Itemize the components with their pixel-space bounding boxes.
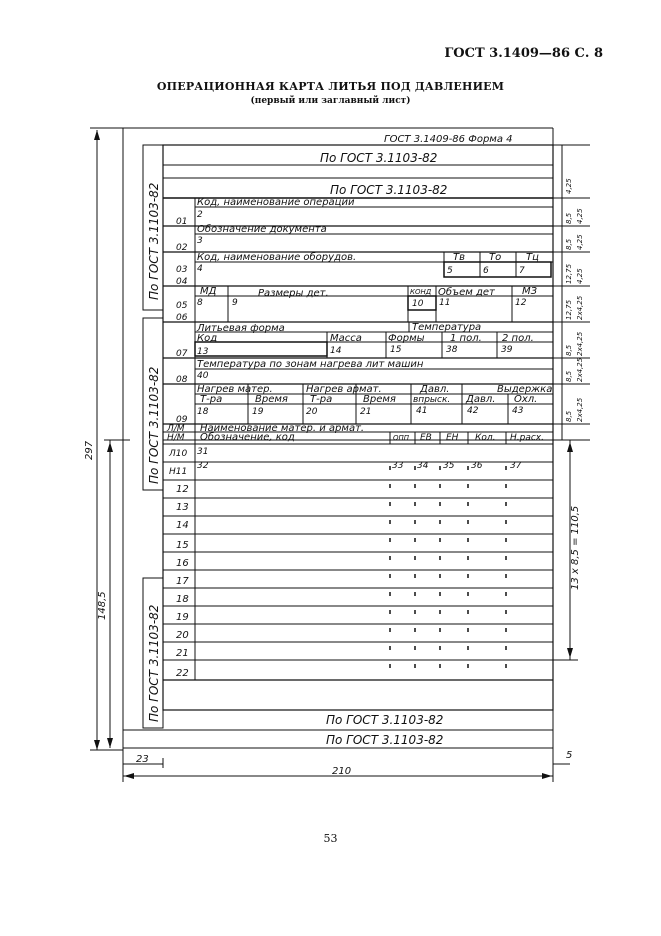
heat-arm-label: Нагрев армат. xyxy=(306,384,382,395)
dim-right: 8,5 xyxy=(565,344,573,356)
cell-value: 11 xyxy=(439,298,451,308)
inject-label: впрыск. xyxy=(413,395,451,405)
mass-label: Масса xyxy=(330,333,362,344)
row-num: 19 xyxy=(176,612,189,623)
cell-value: 31 xyxy=(197,447,209,457)
dim-right: 2x4,25 xyxy=(576,295,584,320)
dim-rows: 13 x 8,5 = 110,5 xyxy=(570,505,581,590)
dim-1485: 148,5 xyxy=(97,591,108,620)
row-num: 02 xyxy=(176,243,188,253)
cell-value: 43 xyxy=(512,406,524,416)
tc-label: Тц xyxy=(526,252,539,263)
time-label: Время xyxy=(363,394,396,405)
cell-value: 7 xyxy=(519,266,525,276)
row-num: 01 xyxy=(176,217,188,227)
row-num: 07 xyxy=(176,349,188,359)
cell-value: 2 xyxy=(197,210,203,220)
doc-label: Обозначение документа xyxy=(197,224,327,235)
page-number: 53 xyxy=(323,832,338,845)
cell-value: 39 xyxy=(501,345,513,355)
ref-top-2: По ГОСТ 3.1103-82 xyxy=(330,183,448,197)
mold-label: Литьевая форма xyxy=(197,323,285,334)
cell-value: 5 xyxy=(447,266,453,276)
opp-label: ОПП xyxy=(393,434,410,442)
row-num: 08 xyxy=(176,375,188,385)
ref-bottom-1: По ГОСТ 3.1103-82 xyxy=(326,713,444,727)
forms-label: Формы xyxy=(388,333,425,344)
kol-label: Кол. xyxy=(475,433,496,443)
side-ref-1: По ГОСТ 3.1103-82 xyxy=(147,182,161,300)
nrash-label: Н.расх. xyxy=(510,433,544,443)
page-header: ГОСТ 3.1409—86 С. 8 xyxy=(444,46,603,61)
row-num: 13 xyxy=(176,502,189,513)
cell-value: 19 xyxy=(252,407,264,417)
half2-label: 2 пол. xyxy=(502,333,534,344)
cell-value: 35 xyxy=(443,461,455,471)
dim-right: 2x4,25 xyxy=(576,357,584,382)
designation-label: Обозначение, код xyxy=(200,432,295,443)
cell-value: 10 xyxy=(412,299,424,309)
half1-label: 1 пол. xyxy=(450,333,482,344)
dim-right: 4,25 xyxy=(576,234,584,250)
cell-value: 18 xyxy=(197,407,209,417)
row-code: Л/М xyxy=(167,424,185,434)
row-code: Н/М xyxy=(167,433,185,443)
cell-value: 6 xyxy=(483,266,489,276)
hold-label: Выдержка xyxy=(497,384,553,395)
row-num: 04 xyxy=(176,277,188,287)
gost-form-label: ГОСТ 3.1409-86 Форма 4 xyxy=(384,134,513,145)
row-num: 21 xyxy=(176,648,189,659)
to-label: То xyxy=(489,252,502,263)
md-label: МД xyxy=(200,286,217,297)
cell-value: 32 xyxy=(197,461,209,471)
op-label: Код, наименование операции xyxy=(197,197,355,208)
dim-right: 2x4,25 xyxy=(576,397,584,422)
row-num: 09 xyxy=(176,415,188,425)
row-num: 22 xyxy=(176,668,189,679)
pressure2-label: Давл. xyxy=(466,394,496,405)
row-num: 20 xyxy=(176,630,189,641)
cell-value: 9 xyxy=(232,298,238,308)
cell-value: 13 xyxy=(197,347,209,357)
time-label: Время xyxy=(255,394,288,405)
dim-right: 8,5 xyxy=(565,212,573,224)
row-num: 12 xyxy=(176,484,189,495)
row-num: 15 xyxy=(176,540,189,551)
cell-value: 38 xyxy=(446,345,458,355)
sizes-label: Размеры дет. xyxy=(258,288,329,299)
cell-value: 41 xyxy=(416,406,428,416)
tv-label: Тв xyxy=(453,252,466,263)
dim-right: 8,5 xyxy=(565,370,573,382)
dim-right: 12,75 xyxy=(565,263,573,284)
cell-value: 42 xyxy=(467,406,479,416)
pressure-label: Давл. xyxy=(420,384,450,395)
cool-label: Охл. xyxy=(514,394,538,405)
mz-label: МЗ xyxy=(522,286,538,297)
kond-label: КОНД xyxy=(410,288,432,296)
dim-right: 4,25 xyxy=(576,208,584,224)
row-num: 05 xyxy=(176,301,188,311)
ref-bottom-2: По ГОСТ 3.1103-82 xyxy=(326,733,444,747)
equip-label: Код, наименование оборудов. xyxy=(197,252,357,263)
en-label: ЕН xyxy=(446,433,459,443)
heat-mat-label: Нагрев матер. xyxy=(197,384,273,395)
dim-297: 297 xyxy=(84,440,95,460)
cell-value: 14 xyxy=(330,346,342,356)
cell-value: 33 xyxy=(392,461,404,471)
cell-value: 3 xyxy=(197,236,203,246)
row-num: 17 xyxy=(176,576,189,587)
dim-23: 23 xyxy=(136,754,149,765)
cell-value: 21 xyxy=(360,407,372,417)
ev-label: ЕВ xyxy=(420,433,432,443)
dim-right: 4,25 xyxy=(565,178,573,194)
row-num: 06 xyxy=(176,313,188,323)
temp-label: Температура xyxy=(412,322,482,333)
cell-value: 8 xyxy=(197,298,203,308)
material-label: Наименование матер. и армат. xyxy=(200,423,365,434)
dim-right: 8,5 xyxy=(565,238,573,250)
row-num: 16 xyxy=(176,558,189,569)
dim-right: 12,75 xyxy=(565,299,573,320)
dim-right: 4,25 xyxy=(576,268,584,284)
row-code: Н11 xyxy=(169,467,188,477)
dim-5: 5 xyxy=(566,750,573,761)
kod-label: Код xyxy=(197,333,218,344)
ref-top-1: По ГОСТ 3.1103-82 xyxy=(320,151,438,165)
row-num: 18 xyxy=(176,594,189,605)
dim-210: 210 xyxy=(332,766,352,777)
row-num: 14 xyxy=(176,520,189,531)
dim-right: 8,5 xyxy=(565,410,573,422)
cell-value: 37 xyxy=(510,461,522,471)
dim-right: 2x4,25 xyxy=(576,331,584,356)
t-ra-label: Т-ра xyxy=(310,394,333,405)
page-subtitle: (первый или заглавный лист) xyxy=(250,96,411,106)
side-ref-3: По ГОСТ 3.1103-82 xyxy=(147,604,161,722)
cell-value: 36 xyxy=(471,461,483,471)
row-num: 03 xyxy=(176,265,188,275)
cell-value: 40 xyxy=(197,371,209,381)
row-code: Л10 xyxy=(169,449,188,459)
page-title: ОПЕРАЦИОННАЯ КАРТА ЛИТЬЯ ПОД ДАВЛЕНИЕМ xyxy=(156,80,505,93)
zone-temp-label: Температура по зонам нагрева лит машин xyxy=(197,359,424,370)
volume-label: Объем дет xyxy=(438,287,495,298)
cell-value: 4 xyxy=(197,264,203,274)
cell-value: 12 xyxy=(515,298,527,308)
cell-value: 15 xyxy=(390,345,402,355)
cell-value: 34 xyxy=(417,461,429,471)
t-ra-label: Т-ра xyxy=(200,394,223,405)
cell-value: 20 xyxy=(306,407,318,417)
side-ref-2: По ГОСТ 3.1103-82 xyxy=(147,366,161,484)
